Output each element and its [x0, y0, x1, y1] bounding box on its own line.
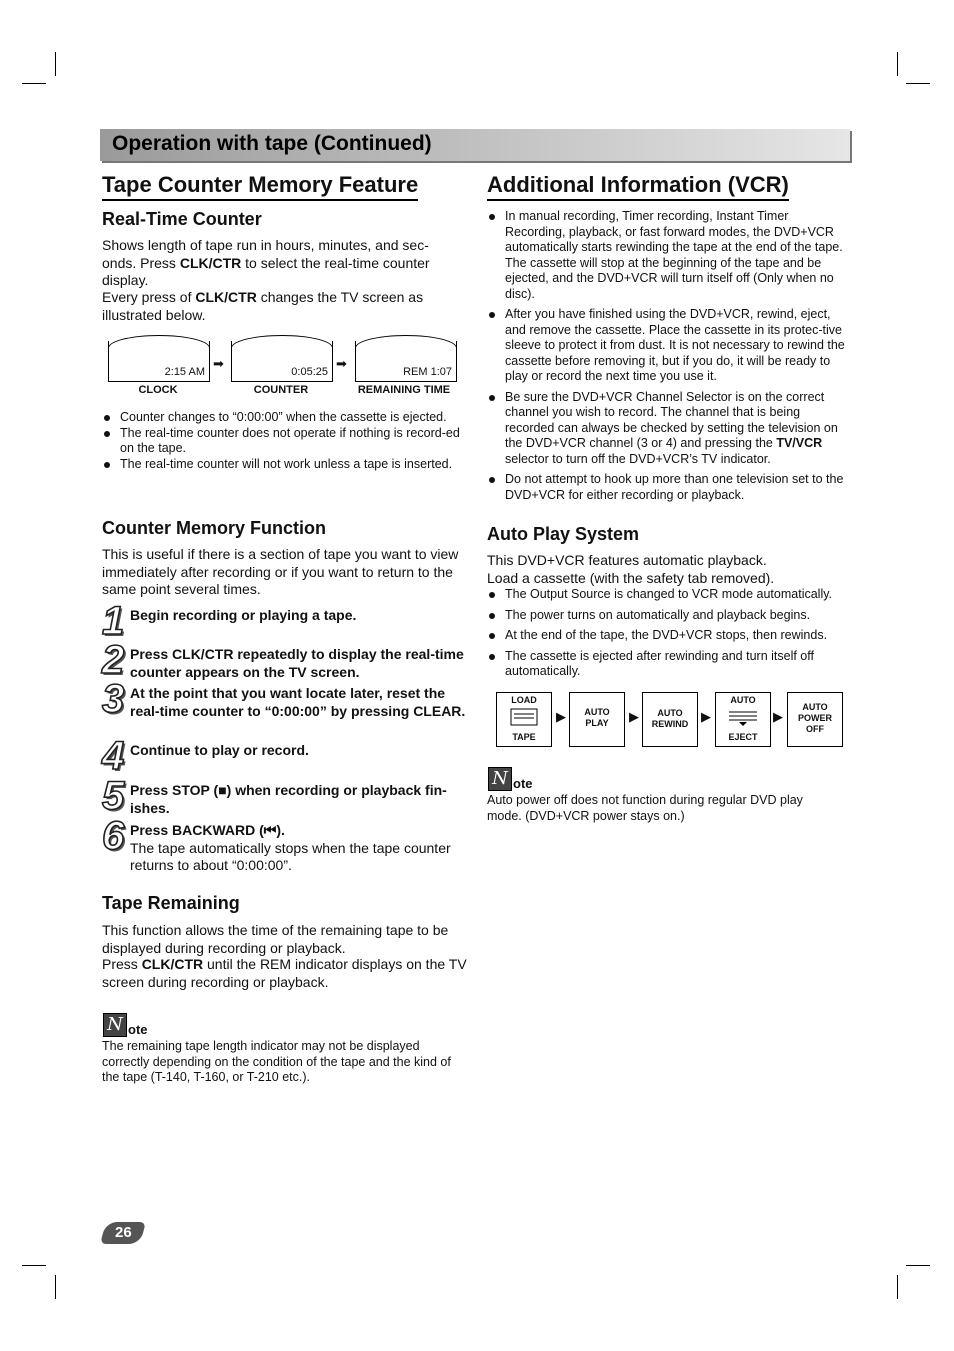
- crop-mark: [55, 52, 56, 76]
- step-text: [130, 822, 468, 875]
- tv-screen-counter: 0:05:25: [231, 341, 333, 382]
- banner-title: Operation with tape (Continued): [112, 132, 432, 155]
- right-arrow-icon: ➡: [213, 356, 224, 371]
- memory-intro: This is useful if there is a section of tape you want to view immediately after recording or if you want to return to the same point several times.: [102, 546, 459, 597]
- crop-mark: [906, 1265, 930, 1266]
- step-number: 4: [102, 734, 125, 778]
- crop-mark: [22, 1265, 46, 1266]
- list-item: The power turns on automatically and playback begins.: [487, 608, 849, 624]
- step-number: 1: [102, 599, 125, 643]
- list-item: Be sure the DVD+VCR Channel Selector is on the correct channel you wish to record. The channel that is being recorded can always be checked by setting the television on the DVD+VCR channel (3 or 4) and pressing the TV/VCR selector to turn off the DVD+VCR’s TV indicator.: [487, 390, 849, 468]
- eject-cassette-icon: [728, 709, 758, 727]
- list-item: The real-time counter does not operate if nothing is record-ed on the tape.: [102, 426, 460, 457]
- play-triangle-icon: ▶: [701, 709, 711, 724]
- screen-label-clock: CLOCK: [138, 384, 178, 396]
- crop-mark: [906, 83, 930, 84]
- screen-label-remaining: REMAINING TIME: [357, 384, 451, 396]
- memory-heading: Counter Memory Function: [102, 518, 326, 538]
- flow-auto-power-off: AUTO POWER OFF: [787, 692, 843, 747]
- realtime-paragraph-2: Every press of CLK/CTR changes the TV screen as illustrated below.: [102, 289, 424, 323]
- note-text: The remaining tape length indicator may not be displayed correctly depending on the condition of the tape and the kind of the tape (T-140, T-160, or T-210 etc.).: [102, 1039, 451, 1084]
- realtime-paragraph-1: Shows length of tape run in hours, minutes, and sec-onds. Press CLK/CTR to select the real-time counter display.: [102, 237, 430, 288]
- screen-label-counter: COUNTER: [253, 384, 309, 396]
- crop-mark: [55, 1275, 56, 1299]
- auto-play-heading: Auto Play System: [487, 524, 640, 544]
- note-label: ote: [128, 1022, 148, 1037]
- note-text: Auto power off does not function during regular DVD play mode. (DVD+VCR power stays on.): [487, 793, 803, 823]
- note-N-icon: N: [488, 767, 512, 791]
- vcr-info-bullets: [487, 209, 849, 503]
- section-banner: [100, 129, 850, 161]
- list-item: In manual recording, Timer recording, Instant Timer Recording, playback, or fast forward modes, the DVD+VCR automatically starts rewinding the tape at the end of the tape. The cassette will stop at the beginning of the tape and be ejected, and the DVD+VCR will turn itself off (Only when no disc).: [487, 209, 849, 302]
- flow-auto-play: AUTO PLAY: [569, 692, 625, 747]
- additional-info-title: Additional Information (VCR): [487, 172, 789, 201]
- step-text: Continue to play or record.: [130, 742, 309, 758]
- tape-remaining-heading: Tape Remaining: [102, 893, 240, 913]
- realtime-bullets: [102, 410, 460, 472]
- auto-play-bullets: [487, 587, 849, 680]
- list-item: The cassette is ejected after rewinding and turn itself off automatically.: [487, 649, 849, 680]
- step-6-instruction: Press BACKWARD (⏮).: [130, 822, 285, 838]
- crop-mark: [897, 1275, 898, 1299]
- step-number: 5: [102, 774, 125, 818]
- list-item: The real-time counter will not work unless a tape is inserted.: [102, 457, 460, 473]
- cassette-icon: [510, 708, 538, 726]
- tape-remaining-paragraph-2: Press CLK/CTR until the REM indicator displays on the TV screen during recording or playback.: [102, 956, 467, 990]
- note-N-icon: N: [103, 1013, 127, 1037]
- play-triangle-icon: ▶: [556, 709, 566, 724]
- step-text: Press STOP (■) when recording or playback fin-ishes.: [130, 782, 447, 816]
- crop-mark: [897, 52, 898, 76]
- tape-counter-title: Tape Counter Memory Feature: [102, 172, 418, 201]
- tape-remaining-paragraph-1: This function allows the time of the remaining tape to be displayed during recording or playback.: [102, 922, 449, 956]
- play-triangle-icon: ▶: [773, 709, 783, 724]
- flow-auto-rewind: AUTO REWIND: [642, 692, 698, 747]
- list-item: After you have finished using the DVD+VCR, rewind, eject, and remove the cassette. Place the cassette in its protec-tive sleeve to protect it from dust. It is not necessary to rewind the cassette before removing it, but if you do, it will be ready to play or record the next time you use it.: [487, 307, 849, 385]
- step-text: At the point that you want locate later, reset the real-time counter to “0:00:00” by pressing CLEAR.: [130, 685, 466, 719]
- list-item: The Output Source is changed to VCR mode automatically.: [487, 587, 849, 603]
- right-arrow-icon: ➡: [336, 356, 347, 371]
- realtime-heading: Real-Time Counter: [102, 209, 262, 229]
- step-number: 2: [102, 638, 125, 682]
- tv-screen-remaining: REM 1:07: [355, 341, 457, 382]
- auto-play-paragraph-2: Load a cassette (with the safety tab removed).: [487, 570, 775, 586]
- flow-load-tape: LOAD TAPE: [496, 692, 552, 747]
- step-number: 6: [102, 814, 125, 858]
- page-number: 26: [100, 1222, 146, 1244]
- step-number: 3: [102, 677, 125, 721]
- auto-play-paragraph-1: This DVD+VCR features automatic playback.: [487, 552, 767, 568]
- step-text: Begin recording or playing a tape.: [130, 607, 357, 623]
- crop-mark: [22, 83, 46, 84]
- play-triangle-icon: ▶: [629, 709, 639, 724]
- list-item: Counter changes to “0:00:00” when the cassette is ejected.: [102, 410, 460, 426]
- list-item: At the end of the tape, the DVD+VCR stops, then rewinds.: [487, 628, 849, 644]
- tv-screen-clock: 2:15 AM: [108, 341, 210, 382]
- step-text: Press CLK/CTR repeatedly to display the real-time counter appears on the TV screen.: [130, 646, 464, 680]
- flow-auto-eject: AUTO EJECT: [715, 692, 771, 747]
- list-item: Do not attempt to hook up more than one television set to the DVD+VCR for either recording or playback.: [487, 472, 849, 503]
- step-6-detail: The tape automatically stops when the tape counter returns to about “0:00:00”.: [130, 839, 451, 873]
- note-label: ote: [513, 776, 533, 791]
